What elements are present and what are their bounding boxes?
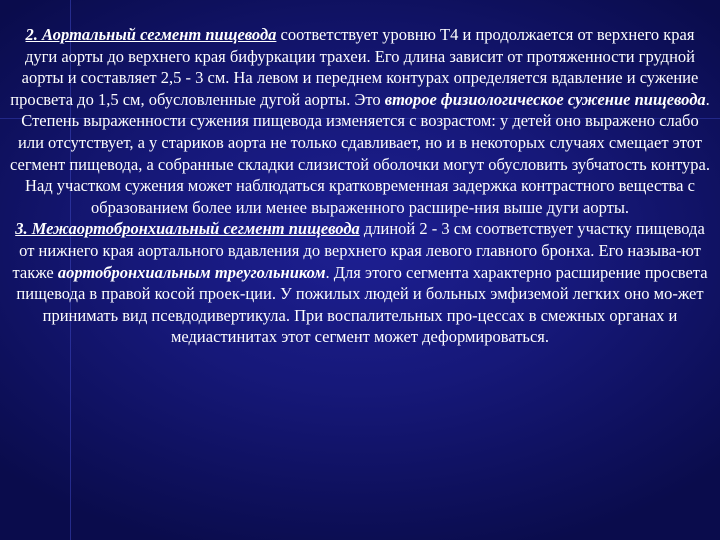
aortic-segment-text-1: соответствует уровню Т4 и продолжается от верхнего края дуги аорты до верхнего края бифуркации трахеи. Его длина зависит от протяженности грудной аорты и составляет 2,5 - 3 см. На левом и переднем контурах определяется вдавление и сужение просвета до 1,5 см, обусловленные дугой аорты. Это: [10, 25, 699, 109]
paragraph-aortic-segment: [8, 24, 712, 218]
aortobronchial-segment-text-2: . Для этого сегмента характерно расширение просвета пищевода в правой косой проек-ции. У пожилых людей и больных эмфиземой легких оно мо-жет принимать вид псевдодивертикула. При воспалительных про-цессах в смежных органах и медиастинитах этот сегмент может деформироваться.: [16, 262, 708, 347]
heading-aortic-segment: 2. Аортальный сегмент пищевода: [25, 25, 277, 44]
aortic-segment-emphasis: второе физиологическое сужение пищевода: [384, 89, 706, 109]
aortobronchial-segment-emphasis: аортобронхиальным треугольником: [57, 262, 326, 282]
aortobronchial-segment-text-1: длиной 2 - 3 см соответствует участку пищевода от нижнего края аортального вдавления до верхнего края левого главного бронха. Его называ-ют также: [12, 219, 705, 282]
aortic-segment-text-2: . Степень выраженности сужения пищевода изменяется с возрастом: у детей оно выражено слабо или отсутствует, а у стариков аорта не только сдавливает, но и в некоторых случаях смещает этот сегмент пищевода, а собранные складки слизистой оболочки могут обусловить зубчатость контура. Над участком сужения может наблюдаться кратковременная задержка контрастного вещества с образованием более или менее выраженного расшире-ния выше дуги аорты.: [10, 89, 710, 217]
heading-aortobronchial-segment: 3. Межаортобронхиальный сегмент пищевода: [15, 219, 360, 239]
paragraph-aortobronchial-segment: [8, 218, 712, 348]
slide-text-block: [8, 24, 712, 348]
